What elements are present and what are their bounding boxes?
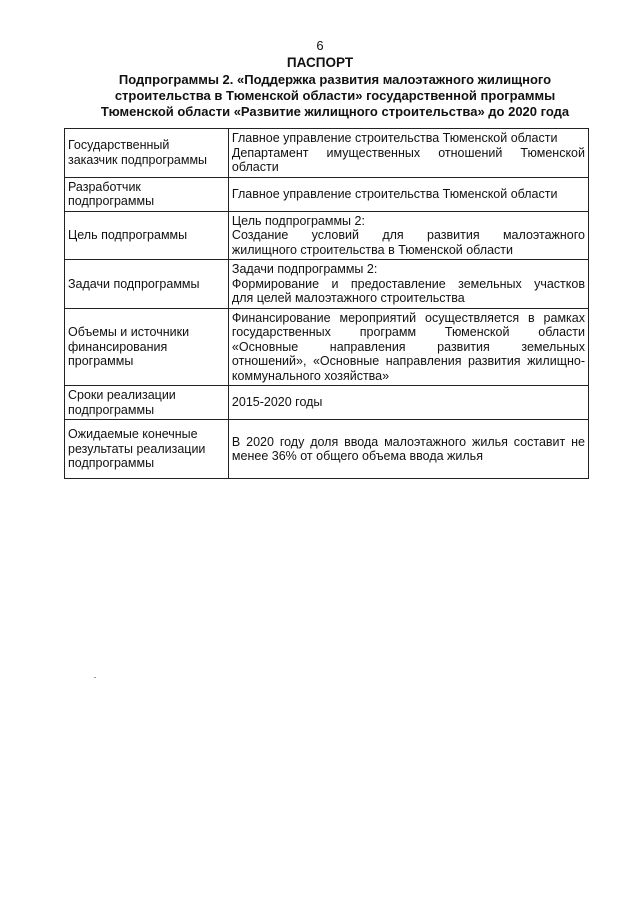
- row-label: [65, 386, 229, 420]
- label-line: подпрограммы: [68, 402, 155, 417]
- label-line: Разработчик: [68, 179, 141, 194]
- document-subtitle: [90, 72, 580, 120]
- subtitle-line: Тюменской области «Развитие жилищного строительства» до 2020 года: [100, 104, 570, 119]
- value-line: Главное управление строительства Тюменской области: [231, 131, 558, 145]
- label-line: Объемы и источники: [68, 325, 190, 339]
- row-value: [228, 308, 588, 386]
- label-line: Ожидаемые конечные: [68, 427, 198, 442]
- value-line: государственных программ Тюменской области: [231, 325, 585, 339]
- label-line: Сроки реализации: [68, 388, 176, 402]
- row-label: [65, 129, 229, 178]
- value-line: Департамент имущественных отношений Тюменской: [231, 145, 585, 160]
- table-row: [65, 177, 589, 211]
- label-line: заказчик подпрограммы: [68, 152, 208, 167]
- value-line: отношений», «Основные направления развития жилищно-: [231, 354, 585, 368]
- table-row: [65, 420, 589, 479]
- label-line: подпрограммы: [68, 456, 155, 471]
- row-value: [228, 211, 588, 260]
- value-line: Финансирование мероприятий осуществляется в рамках: [231, 310, 585, 325]
- document-title: ПАСПОРТ: [286, 55, 354, 70]
- row-label: [65, 420, 229, 479]
- row-label: [65, 260, 229, 309]
- label-line: программы: [68, 354, 134, 368]
- row-label: [65, 177, 229, 211]
- passport-table: [64, 128, 589, 479]
- table-row: [65, 260, 589, 309]
- subtitle-line: строительства в Тюменской области» государственной программы: [114, 88, 556, 103]
- value-line: жилищного строительства в Тюменской области: [231, 242, 513, 257]
- table-row: [65, 129, 589, 178]
- value-line: В 2020 году доля ввода малоэтажного жилья составит не: [231, 434, 585, 449]
- row-value: [228, 386, 588, 420]
- row-value: [228, 420, 588, 479]
- row-value: [228, 177, 588, 211]
- scan-speck: [94, 677, 96, 678]
- value-line: области: [231, 160, 279, 174]
- value-line: Задачи подпрограммы 2:: [231, 262, 378, 276]
- value-line: 2015-2020 годы: [231, 395, 323, 410]
- label-line: Задачи подпрограммы: [68, 276, 200, 291]
- value-line: Главное управление строительства Тюменской области: [231, 186, 558, 201]
- table-row: [65, 211, 589, 260]
- page-number: 6: [316, 38, 324, 53]
- value-line: «Основные направления развития земельных: [231, 339, 585, 354]
- row-label: [65, 211, 229, 260]
- row-value: [228, 260, 588, 309]
- row-value: [228, 129, 588, 178]
- label-line: Цель подпрограммы: [68, 228, 188, 242]
- table-row: [65, 308, 589, 386]
- label-line: Государственный: [68, 138, 170, 153]
- value-line: для целей малоэтажного строительства: [231, 291, 465, 305]
- subtitle-line: Подпрограммы 2. «Поддержка развития малоэтажного жилищного: [118, 72, 552, 87]
- row-label: [65, 308, 229, 386]
- label-line: подпрограммы: [68, 194, 155, 208]
- value-line: Формирование и предоставление земельных участков: [231, 276, 585, 291]
- value-line: коммунального хозяйства»: [231, 368, 390, 383]
- label-line: финансирования: [68, 339, 168, 354]
- value-line: Создание условий для развития малоэтажного: [231, 228, 585, 242]
- table-row: [65, 386, 589, 420]
- label-line: результаты реализации: [68, 441, 206, 456]
- value-line: менее 36% от общего объема ввода жилья: [231, 449, 483, 463]
- value-line: Цель подпрограммы 2:: [231, 213, 365, 228]
